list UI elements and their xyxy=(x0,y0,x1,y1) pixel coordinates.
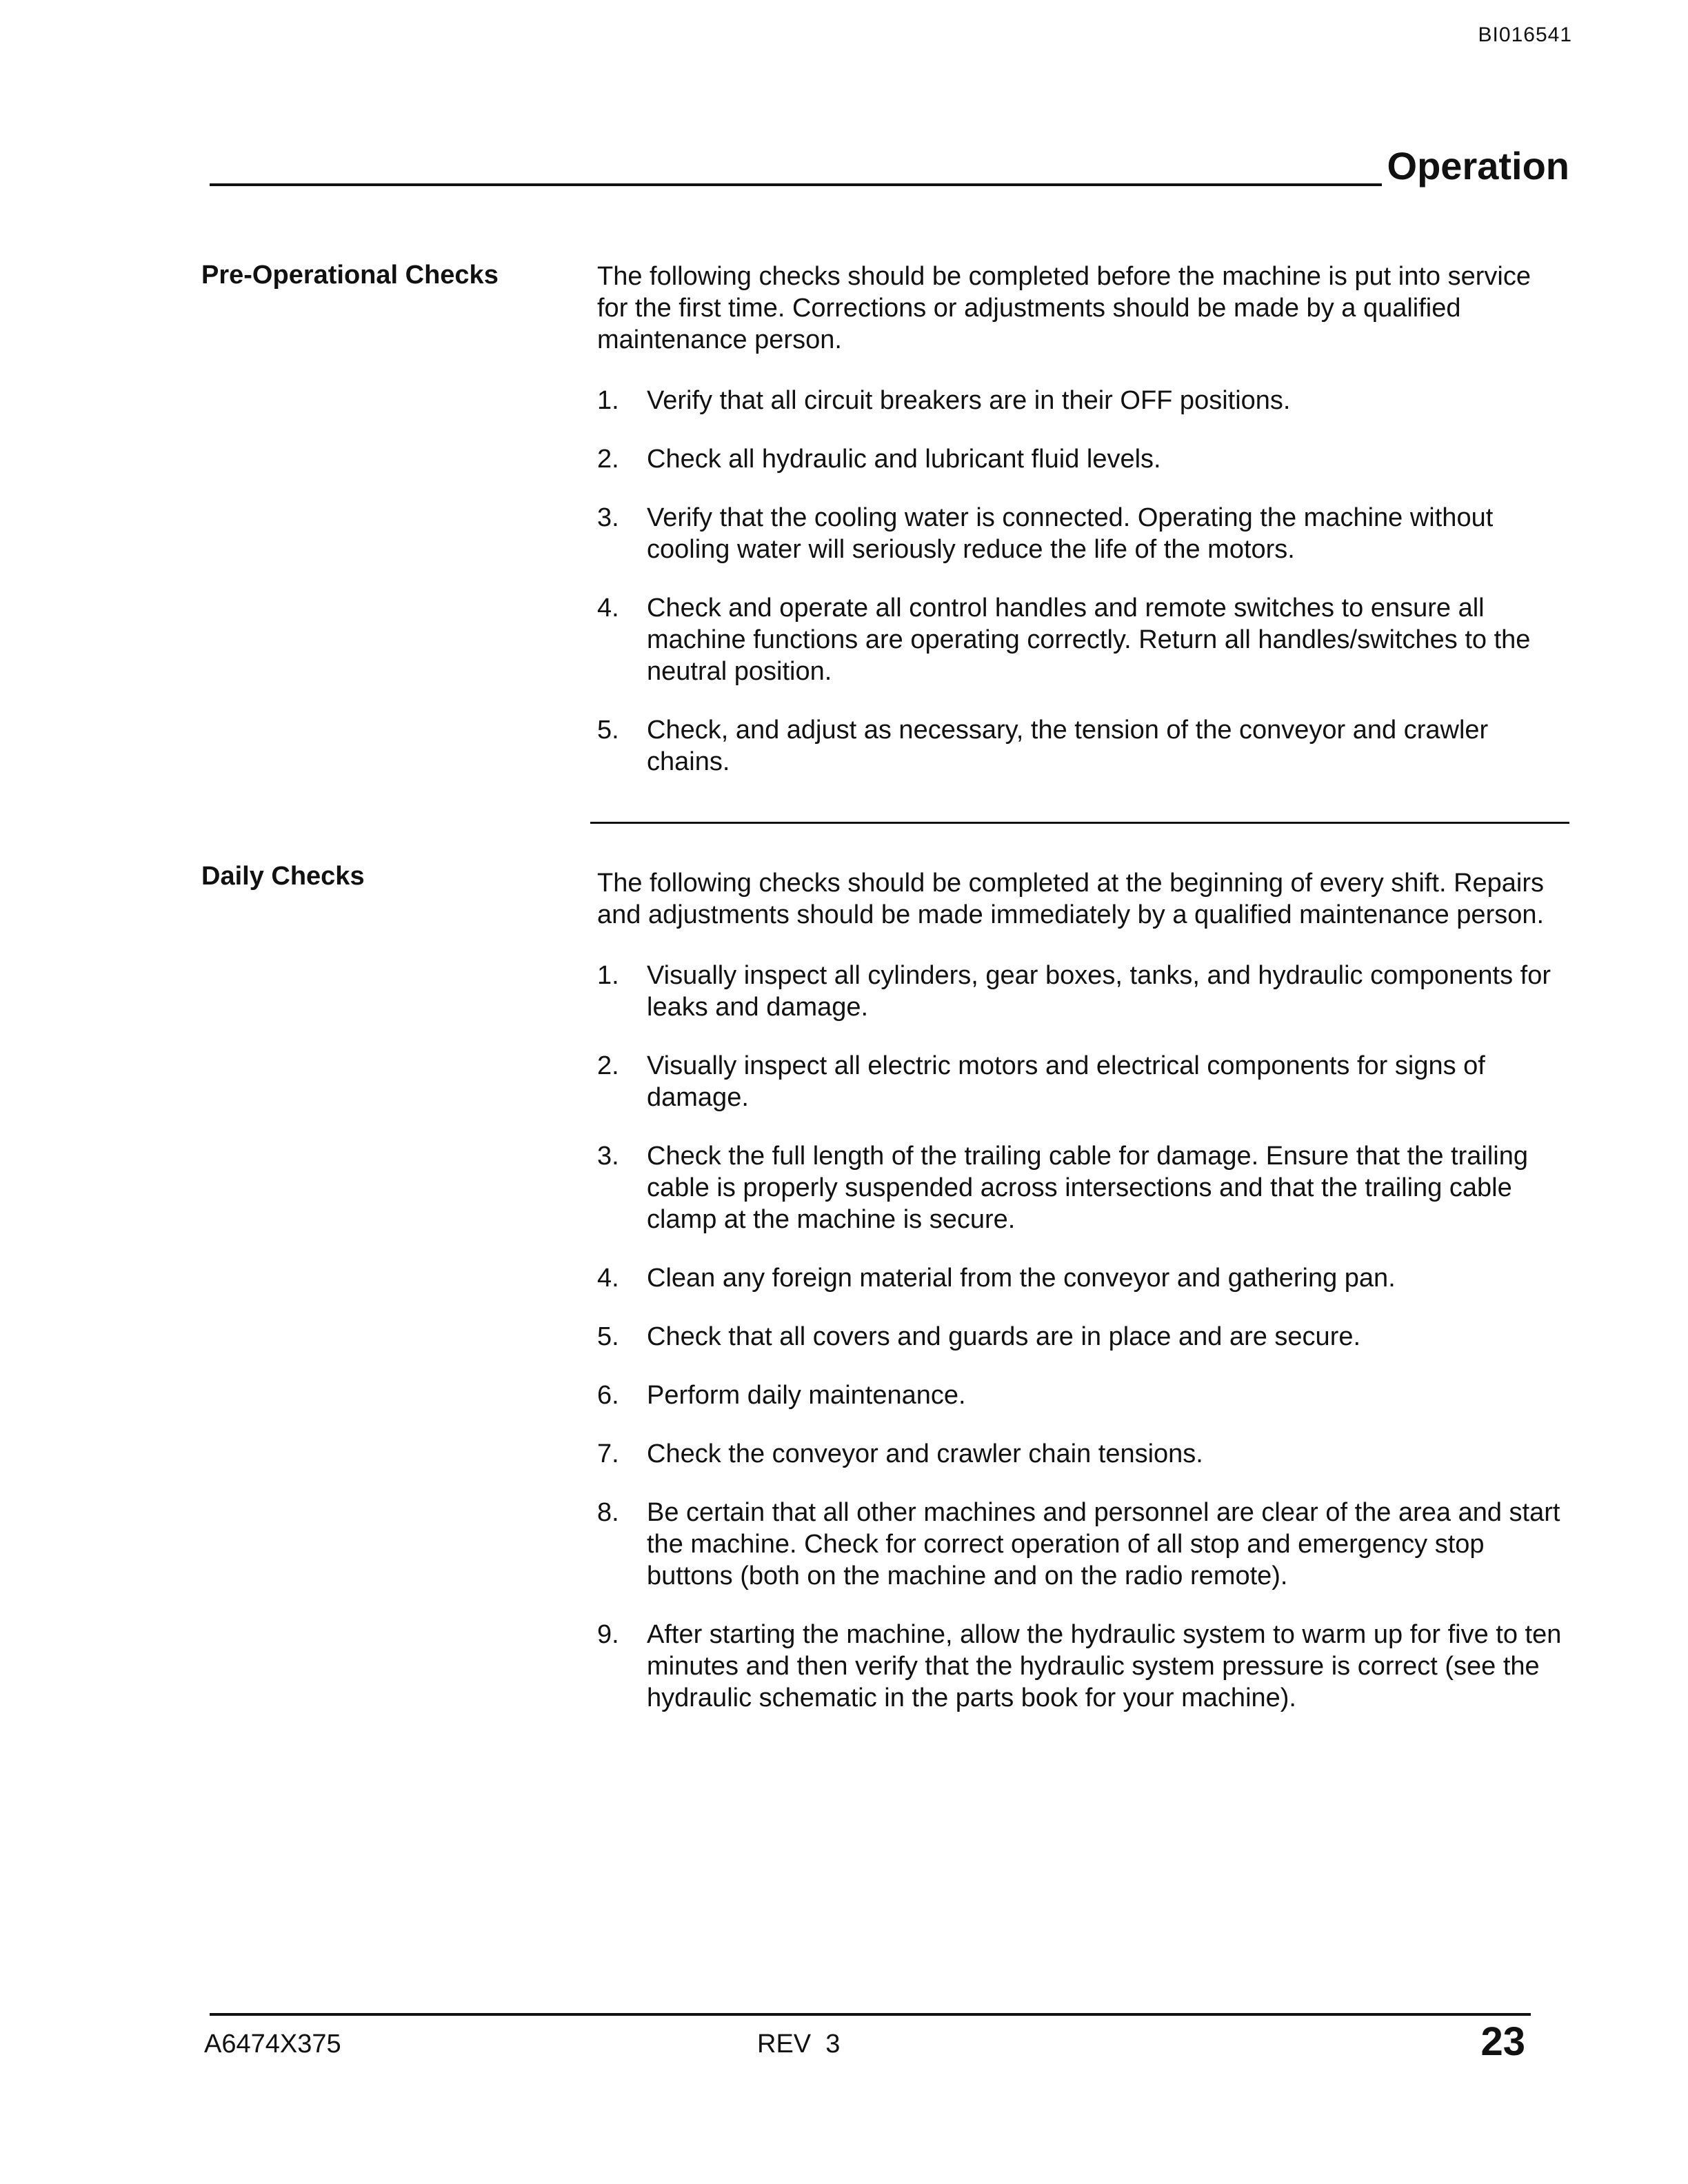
item-number: 2. xyxy=(597,445,619,474)
item-text: Be certain that all other machines and personnel are clear of the area and start the machine. Check for correct operation of all stop and emergency stop buttons (both on the machine and on the radio remote). xyxy=(647,1498,1560,1590)
pre-operational-list xyxy=(597,385,1567,778)
list-item xyxy=(597,960,1567,1023)
item-number: 5. xyxy=(597,1322,619,1351)
item-text: Check and operate all control handles and remote switches to ensure all machine functions are operating correctly. Return all handles/switches to the neutral position. xyxy=(647,594,1531,686)
daily-checks-list xyxy=(597,960,1567,1714)
item-text: Verify that all circuit breakers are in their OFF positions. xyxy=(647,386,1291,415)
list-item xyxy=(597,1438,1567,1470)
list-item xyxy=(597,1140,1567,1235)
item-text: Check that all covers and guards are in place and are secure. xyxy=(647,1322,1361,1351)
section-divider xyxy=(590,822,1569,824)
list-item xyxy=(597,1497,1567,1592)
list-item xyxy=(597,502,1567,565)
item-number: 6. xyxy=(597,1381,619,1410)
list-item xyxy=(597,1262,1567,1294)
item-number: 7. xyxy=(597,1439,619,1468)
item-text: Visually inspect all cylinders, gear boxes, tanks, and hydraulic components for leaks and damage. xyxy=(647,961,1551,1022)
list-item xyxy=(597,1321,1567,1353)
item-text: After starting the machine, allow the hydraulic system to warm up for five to ten minutes and then verify that the hydraulic system pressure is correct (see the hydraulic schematic in the parts book for your machine). xyxy=(647,1620,1562,1712)
header-rule xyxy=(210,183,1382,186)
item-text: Check the full length of the trailing cable for damage. Ensure that the trailing cable is properly suspended across intersections and that the trailing cable clamp at the machine is secure. xyxy=(647,1142,1528,1234)
footer-page-number: 23 xyxy=(1480,2019,1525,2064)
list-item xyxy=(597,1619,1567,1714)
daily-checks-intro: The following checks should be completed at the beginning of every shift. Repairs and adjustments should be made immediately by a qualified maintenance person. xyxy=(597,869,1545,929)
item-text: Check, and adjust as necessary, the tension of the conveyor and crawler chains. xyxy=(647,716,1489,776)
list-item xyxy=(597,1379,1567,1411)
list-item xyxy=(597,592,1567,687)
list-item xyxy=(597,1050,1567,1113)
item-number: 2. xyxy=(597,1051,619,1080)
item-number: 9. xyxy=(597,1620,619,1649)
item-text: Visually inspect all electric motors and electrical components for signs of damage. xyxy=(647,1051,1485,1112)
item-text: Check all hydraulic and lubricant fluid levels. xyxy=(647,445,1161,474)
item-number: 1. xyxy=(597,961,619,990)
footer-rule xyxy=(210,2013,1531,2016)
item-number: 5. xyxy=(597,716,619,745)
footer-revision: REV 3 xyxy=(757,2030,841,2059)
item-number: 4. xyxy=(597,1264,619,1293)
footer-document-number: A6474X375 xyxy=(204,2030,341,2059)
item-number: 3. xyxy=(597,503,619,532)
item-number: 8. xyxy=(597,1498,619,1527)
item-text: Clean any foreign material from the conveyor and gathering pan. xyxy=(647,1264,1396,1293)
daily-checks-section xyxy=(597,867,1567,1741)
daily-checks-heading: Daily Checks xyxy=(201,862,365,891)
pre-operational-intro: The following checks should be completed before the machine is put into service for the first time. Corrections or adjustments should be made by a qualified maintenance person. xyxy=(597,262,1531,354)
list-item xyxy=(597,443,1567,475)
list-item xyxy=(597,385,1567,416)
item-number: 1. xyxy=(597,386,619,415)
document-id: BI016541 xyxy=(1478,23,1572,46)
pre-operational-section xyxy=(597,261,1567,805)
item-text: Check the conveyor and crawler chain tensions. xyxy=(647,1439,1203,1468)
list-item xyxy=(597,714,1567,778)
pre-operational-heading: Pre-Operational Checks xyxy=(201,261,499,290)
item-text: Perform daily maintenance. xyxy=(647,1381,966,1410)
item-number: 3. xyxy=(597,1142,619,1171)
section-title: Operation xyxy=(1387,144,1569,188)
item-number: 4. xyxy=(597,594,619,623)
item-text: Verify that the cooling water is connected. Operating the machine without cooling water will seriously reduce the life of the motors. xyxy=(647,503,1494,564)
